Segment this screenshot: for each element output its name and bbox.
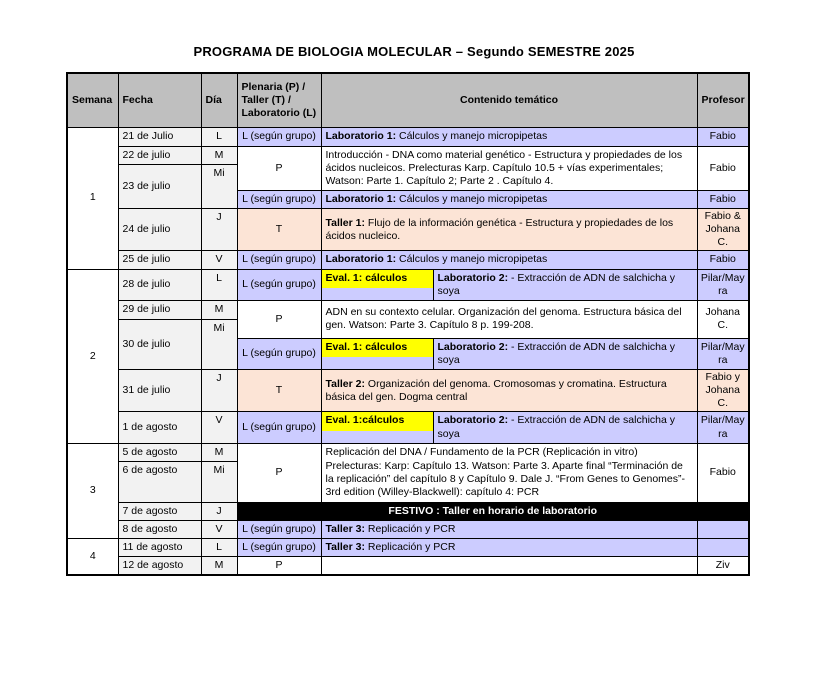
- professor-cell: Fabio: [697, 251, 749, 269]
- professor-cell: Pilar/Mayra: [697, 269, 749, 300]
- table-row: [67, 146, 749, 164]
- professor-cell: Fabio: [697, 190, 749, 208]
- content-cell: [321, 251, 697, 269]
- content-label: Laboratorio 2:: [437, 340, 509, 353]
- content-cell: [321, 557, 697, 576]
- eval-highlight: Eval. 1: cálculos: [322, 339, 433, 357]
- session-type-cell: L (según grupo): [237, 539, 321, 557]
- content-cell: [321, 300, 697, 338]
- date-cell: 5 de agosto: [118, 443, 201, 461]
- schedule-table: [66, 72, 750, 576]
- table-row: [67, 251, 749, 269]
- professor-cell: Fabio: [697, 127, 749, 146]
- professor-cell: Pilar/Mayra: [697, 412, 749, 443]
- day-cell: M: [201, 146, 237, 164]
- eval-subcell: [322, 339, 434, 369]
- content-text: Replicación y PCR: [365, 522, 456, 535]
- content-text: Introducción - DNA como material genético - Estructura y propiedades de los ácidos nucleicos. Prelecturas Karp. Capítulo 10.5 + vías experimentales; Watson: Parte 1. Capítulo 2; Parte 2 . Capítulo 4.: [325, 148, 683, 187]
- day-cell: V: [201, 520, 237, 538]
- content-label: Taller 2:: [325, 377, 365, 390]
- session-type-cell: L (según grupo): [237, 190, 321, 208]
- table-row: [67, 412, 749, 443]
- date-cell: 6 de agosto: [118, 461, 201, 502]
- content-text: - Extracción de ADN de salchicha y soya: [437, 271, 676, 297]
- date-cell: 31 de julio: [118, 370, 201, 412]
- eval-subcell: [322, 412, 434, 442]
- session-type-cell: L (según grupo): [237, 520, 321, 538]
- table-row: [67, 443, 749, 461]
- content-cell: [321, 269, 697, 300]
- session-type-cell: L (según grupo): [237, 412, 321, 443]
- table-row: [67, 209, 749, 251]
- session-type-cell: L (según grupo): [237, 338, 321, 369]
- content-cell: [321, 443, 697, 502]
- content-cell: [321, 412, 697, 443]
- day-cell: V: [201, 412, 237, 443]
- session-type-cell: L (según grupo): [237, 251, 321, 269]
- date-cell: 22 de julio: [118, 146, 201, 164]
- professor-cell: Fabio: [697, 443, 749, 502]
- festivo-banner: FESTIVO : Taller en horario de laboratorio: [237, 502, 749, 520]
- table-row: [67, 502, 749, 520]
- content-cell: [321, 370, 697, 412]
- day-cell: M: [201, 443, 237, 461]
- date-cell: 7 de agosto: [118, 502, 201, 520]
- day-cell: M: [201, 300, 237, 319]
- content-text: Cálculos y manejo micropipetas: [396, 129, 548, 142]
- table-row: [67, 539, 749, 557]
- day-cell: L: [201, 127, 237, 146]
- professor-cell: Ziv: [697, 557, 749, 576]
- page-title: PROGRAMA DE BIOLOGIA MOLECULAR – Segundo SEMESTRE 2025: [193, 44, 635, 59]
- professor-cell: Fabio & Johana C.: [697, 209, 749, 251]
- content-label: Laboratorio 2:: [437, 414, 509, 427]
- col-header-profesor: Profesor: [697, 73, 749, 127]
- table-row: [67, 269, 749, 300]
- week-cell: 3: [67, 443, 118, 538]
- table-row: [67, 127, 749, 146]
- content-text: - Extracción de ADN de salchicha y soya: [437, 340, 676, 366]
- header-row: [67, 73, 749, 127]
- session-type-cell: T: [237, 209, 321, 251]
- content-text: Replicación y PCR: [365, 541, 456, 553]
- day-cell: V: [201, 251, 237, 269]
- professor-cell: Fabio y Johana C.: [697, 370, 749, 412]
- col-header-dia: Día: [201, 73, 237, 127]
- session-type-cell: P: [237, 300, 321, 338]
- lab-subcell: [434, 412, 697, 442]
- table-row: [67, 557, 749, 576]
- content-label: Laboratorio 1:: [325, 253, 397, 266]
- date-cell: 8 de agosto: [118, 520, 201, 538]
- day-cell: Mi: [201, 319, 237, 369]
- content-cell: [321, 338, 697, 369]
- professor-cell: Pilar/Mayra: [697, 338, 749, 369]
- content-text: Organización del genoma. Cromosomas y cromatina. Estructura básica del gen. Dogma central: [325, 377, 667, 403]
- date-cell: 29 de julio: [118, 300, 201, 319]
- content-text: Cálculos y manejo micropipetas: [396, 192, 548, 205]
- content-label: Taller 3:: [325, 522, 365, 535]
- session-type-cell: P: [237, 557, 321, 576]
- content-label: Laboratorio 1:: [325, 192, 397, 205]
- content-cell: [321, 209, 697, 251]
- date-cell: 28 de julio: [118, 269, 201, 300]
- week-cell: 1: [67, 127, 118, 269]
- date-cell: 21 de Julio: [118, 127, 201, 146]
- professor-cell: [697, 520, 749, 538]
- day-cell: J: [201, 502, 237, 520]
- day-cell: L: [201, 269, 237, 300]
- session-type-cell: L (según grupo): [237, 127, 321, 146]
- content-text: Replicación del DNA / Fundamento de la PCR (Replicación in vitro) Prelecturas: Karp: Capítulo 13. Watson: Parte 3. Aparte final “Terminación de la replicación” del capítulo 8 y Capítulo 9. Dale J. “From Genes to Genomes”- 3rd edition (Willey-Blackwell): capítulo 4: PCR: [325, 446, 685, 498]
- content-label: Laboratorio 1:: [325, 129, 397, 142]
- content-cell: [321, 520, 697, 538]
- date-cell: 12 de agosto: [118, 557, 201, 576]
- day-cell: M: [201, 557, 237, 576]
- content-text: Flujo de la información genética - Estructura y propiedades de los ácidos nucleico.: [325, 216, 674, 242]
- lab-subcell: [434, 339, 697, 369]
- content-label: Laboratorio 2:: [437, 271, 509, 284]
- table-row: [67, 370, 749, 412]
- week-cell: 4: [67, 539, 118, 576]
- col-header-fecha: Fecha: [118, 73, 201, 127]
- day-cell: Mi: [201, 164, 237, 208]
- eval-highlight: Eval. 1: cálculos: [322, 270, 433, 288]
- week-cell: 2: [67, 269, 118, 443]
- content-cell: [321, 539, 697, 557]
- table-row: [67, 300, 749, 319]
- date-cell: 24 de julio: [118, 209, 201, 251]
- col-header-contenido: Contenido temático: [321, 73, 697, 127]
- session-type-cell: T: [237, 370, 321, 412]
- day-cell: J: [201, 209, 237, 251]
- content-cell: [321, 190, 697, 208]
- date-cell: 11 de agosto: [118, 539, 201, 557]
- day-cell: Mi: [201, 461, 237, 502]
- col-header-semana: Semana: [67, 73, 118, 127]
- professor-cell: [697, 539, 749, 557]
- eval-subcell: [322, 270, 434, 300]
- date-cell: 23 de julio: [118, 164, 201, 208]
- content-label: Taller 1:: [325, 216, 365, 229]
- professor-cell: Johana C.: [697, 300, 749, 338]
- date-cell: 30 de julio: [118, 319, 201, 369]
- col-header-plenaria: Plenaria (P) / Taller (T) / Laboratorio (L): [237, 73, 321, 127]
- lab-subcell: [434, 270, 697, 300]
- content-cell: [321, 146, 697, 190]
- session-type-cell: L (según grupo): [237, 269, 321, 300]
- content-cell: [321, 127, 697, 146]
- content-text: ADN en su contexto celular. Organización del genoma. Estructura básica del gen. Watson: Parte 3. Capítulo 8 p. 199-208.: [325, 306, 682, 332]
- content-text: Cálculos y manejo micropipetas: [396, 253, 548, 266]
- content-text: - Extracción de ADN de salchicha y soya: [437, 414, 676, 440]
- date-cell: 25 de julio: [118, 251, 201, 269]
- day-cell: J: [201, 370, 237, 412]
- session-type-cell: P: [237, 443, 321, 502]
- content-label: Taller 3:: [325, 541, 365, 553]
- page: [0, 44, 828, 684]
- date-cell: 1 de agosto: [118, 412, 201, 443]
- day-cell: L: [201, 539, 237, 557]
- eval-highlight: Eval. 1:cálculos: [322, 412, 433, 430]
- professor-cell: Fabio: [697, 146, 749, 190]
- table-row: [67, 520, 749, 538]
- session-type-cell: P: [237, 146, 321, 190]
